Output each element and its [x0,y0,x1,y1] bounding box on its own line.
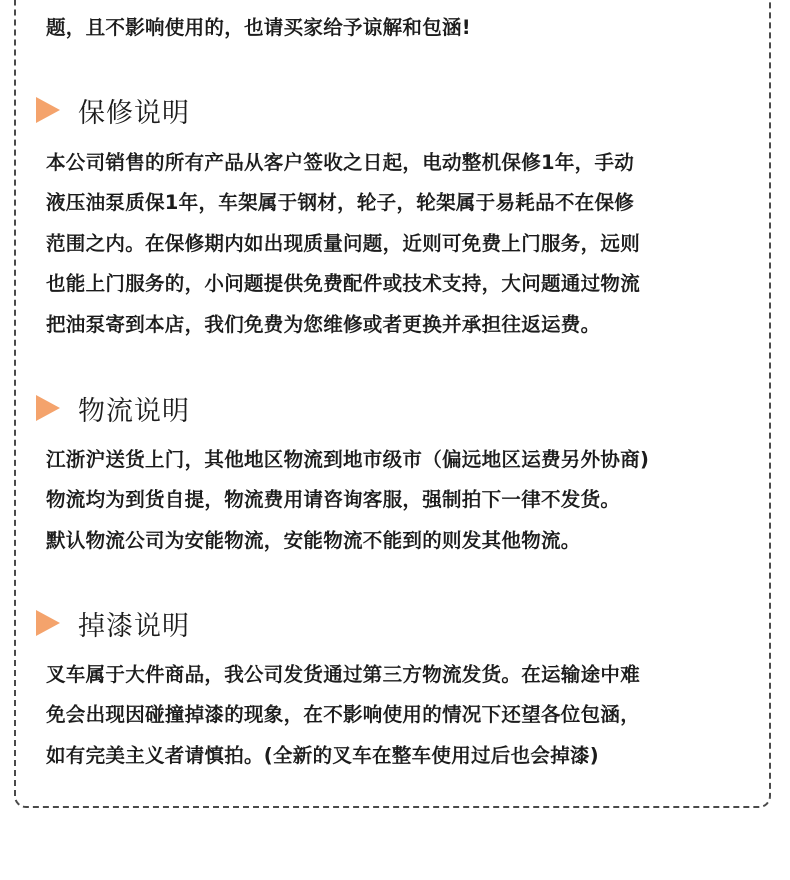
paragraph-line: 默认物流公司为安能物流，安能物流不能到的则发其他物流。 [46,529,581,552]
paragraph-line: 江浙沪送货上门，其他地区物流到地市级市（偏远地区运费另外协商) [46,448,650,471]
paragraph-line: 叉车属于大件商品，我公司发货通过第三方物流发货。在运输途中难 [46,663,641,686]
orange-arrow-icon [36,610,60,636]
section-title: 保修说明 [78,97,190,129]
paragraph-line: 免会出现因碰撞掉漆的现象，在不影响使用的情况下还望各位包涵， [46,703,641,726]
paragraph-line: 范围之内。在保修期内如出现质量问题，近则可免费上门服务，远则 [46,232,641,255]
paragraph-line: 本公司销售的所有产品从客户签收之日起，电动整机保修1年，手动 [46,151,635,174]
paragraph-line: 把油泵寄到本店，我们免费为您维修或者更换并承担往返运费。 [46,313,601,336]
paragraph-line: 也能上门服务的，小问题提供免费配件或技术支持，大问题通过物流 [46,272,641,295]
section-title: 物流说明 [78,395,190,427]
orange-arrow-icon [36,97,60,123]
section-heading-paint [36,608,190,642]
paragraph-line: 物流均为到货自提，物流费用请咨询客服，强制拍下一律不发货。 [46,488,621,511]
paragraph-line: 液压油泵质保1年，车架属于钢材，轮子，轮架属于易耗品不在保修 [46,191,635,214]
section-title: 掉漆说明 [78,610,190,642]
top-text-line: 题，且不影响使用的，也请买家给予谅解和包涵! [46,16,471,39]
section-heading-warranty [36,95,190,129]
section-heading-logistics [36,393,190,427]
orange-arrow-icon [36,395,60,421]
paragraph-line: 如有完美主义者请慎拍。(全新的叉车在整车使用过后也会掉漆) [46,744,600,767]
